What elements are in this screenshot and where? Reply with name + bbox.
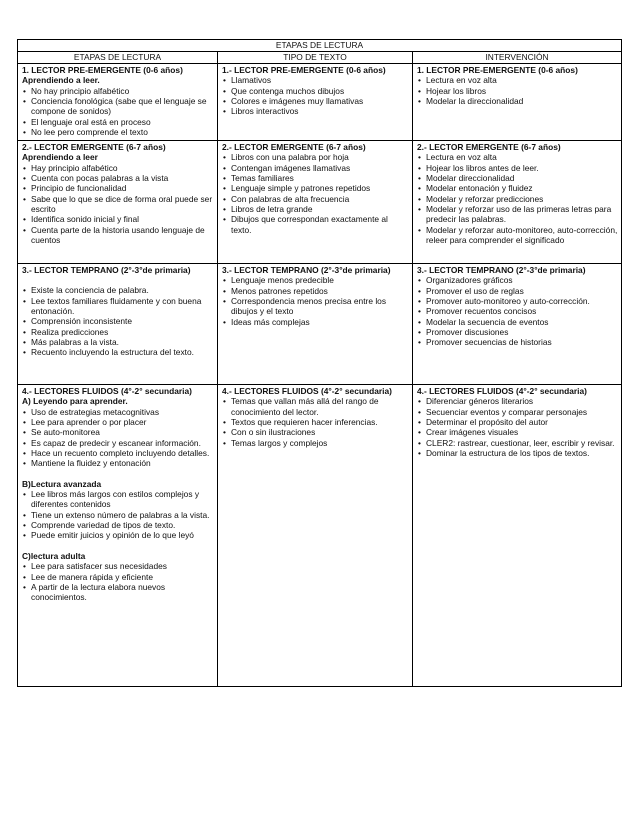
list-item: • Lenguaje menos predecible [222, 275, 410, 285]
list-item: • Modelar direccionalidad [417, 173, 619, 183]
list-item: • Es capaz de predecir y escanear información. [22, 438, 215, 448]
list-item: • Puede emitir juicios y opinión de lo que leyó [22, 530, 215, 540]
list-item: • CLER2: rastrear, cuestionar, leer, escribir y revisar. [417, 438, 619, 448]
list-item: • Promover discusiones [417, 327, 619, 337]
stage-title: 4.- LECTORES FLUIDOS (4°-2° secundaria) [22, 386, 192, 396]
list-item: • Realiza predicciones [22, 327, 215, 337]
list-item: • Colores e imágenes muy llamativas [222, 96, 410, 106]
stage-list [22, 561, 215, 602]
list-item: • Menos patrones repetidos [222, 286, 410, 296]
stage-title: 2.- LECTOR EMERGENTE (6-7 años) [22, 142, 166, 152]
stage-title: 3.- LECTOR TEMPRANO (2°-3°de primaria) [417, 265, 586, 275]
list-item: • Lenguaje simple y patrones repetidos [222, 183, 410, 193]
list-item: • Lectura en voz alta [417, 152, 619, 162]
list-item: • Comprensión inconsistente [22, 316, 215, 326]
list-item: • Libros con una palabra por hoja [222, 152, 410, 162]
intervencion-list [417, 396, 619, 458]
list-item: • Lee para aprender o por placer [22, 417, 215, 427]
list-item: • Identifica sonido inicial y final [22, 214, 215, 224]
list-item: • Promover auto-monitoreo y auto-corrección. [417, 296, 619, 306]
list-item: • Temas familiares [222, 173, 410, 183]
tipo-list [222, 152, 410, 235]
list-item: • Promover el uso de reglas [417, 286, 619, 296]
etapa-cell [18, 141, 218, 264]
stage-subtitle: Aprendiendo a leer. [22, 75, 100, 86]
list-item: • Ideas más complejas [222, 317, 410, 327]
list-item: • Cuenta parte de la historia usando lenguaje de cuentos [22, 225, 215, 246]
list-item: • Principio de funcionalidad [22, 183, 215, 193]
list-item: • Hojear los libros [417, 86, 619, 96]
intervencion-list [417, 152, 619, 245]
list-item: • Lee textos familiares fluidamente y con buena entonación. [22, 296, 215, 317]
list-item: • Que contenga muchos dibujos [222, 86, 410, 96]
list-item: • Dominar la estructura de los tipos de textos. [417, 448, 619, 458]
list-item: • A partir de la lectura elabora nuevos conocimientos. [22, 582, 215, 603]
list-item: • Dibujos que correspondan exactamente al texto. [222, 214, 410, 235]
list-item: • Secuenciar eventos y comparar personajes [417, 407, 619, 417]
tipo-list [222, 275, 410, 327]
list-item: • No hay principio alfabético [22, 86, 215, 96]
header-intervencion: INTERVENCIÓN [413, 52, 622, 64]
tipo-list [222, 75, 410, 116]
header-etapas: ETAPAS DE LECTURA [18, 52, 218, 64]
stage-list [22, 86, 215, 138]
stage-title: 2.- LECTOR EMERGENTE (6-7 años) [417, 142, 561, 152]
stage-title: 3.- LECTOR TEMPRANO (2°-3°de primaria) [222, 265, 391, 275]
etapa-cell [18, 264, 218, 385]
list-item: • Llamativos [222, 75, 410, 85]
list-item: • Determinar el propósito del autor [417, 417, 619, 427]
list-item: • Organizadores gráficos [417, 275, 619, 285]
list-item: • Promover secuencias de historias [417, 337, 619, 347]
list-item: • Tiene un extenso número de palabras a la vista. [22, 510, 215, 520]
list-item: • Mantiene la fluidez y entonación [22, 458, 215, 468]
list-item: • Existe la conciencia de palabra. [22, 285, 215, 295]
list-item: • Correspondencia menos precisa entre los dibujos y el texto [222, 296, 410, 317]
table-row [18, 141, 622, 264]
list-item: • Cuenta con pocas palabras a la vista [22, 173, 215, 183]
list-item: • Modelar la direccionalidad [417, 96, 619, 106]
list-item: • Conciencia fonológica (sabe que el lenguaje se compone de sonidos) [22, 96, 215, 117]
intervencion-cell [413, 141, 622, 264]
reading-stages-table [17, 39, 622, 687]
intervencion-cell [413, 264, 622, 385]
list-item: • Hace un recuento completo incluyendo detalles. [22, 448, 215, 458]
list-item: • No lee pero comprende el texto [22, 127, 215, 137]
tipo-cell [218, 264, 413, 385]
etapa-cell [18, 64, 218, 141]
list-item: • Comprende variedad de tipos de texto. [22, 520, 215, 530]
list-item: • Lectura en voz alta [417, 75, 619, 85]
stage-list [22, 285, 215, 357]
stage-title: 1. LECTOR PRE-EMERGENTE (0-6 años) [417, 65, 578, 75]
list-item: • Recuento incluyendo la estructura del texto. [22, 347, 215, 357]
stage-list [22, 489, 215, 541]
group-label: A) Leyendo para aprender. [22, 396, 128, 407]
intervencion-cell [413, 385, 622, 687]
stage-subtitle: Aprendiendo a leer [22, 152, 98, 163]
list-item: • El lenguaje oral está en proceso [22, 117, 215, 127]
list-item: • Libros de letra grande [222, 204, 410, 214]
group-label: B)Lectura avanzada [22, 478, 102, 489]
list-item: • Temas largos y complejos [222, 438, 410, 448]
list-item: • Contengan imágenes llamativas [222, 163, 410, 173]
list-item: • Modelar y reforzar predicciones [417, 194, 619, 204]
list-item: • Temas que vallan más allá del rango de conocimiento del lector. [222, 396, 410, 417]
stage-title: 1. LECTOR PRE-EMERGENTE (0-6 años) [22, 65, 183, 75]
group-label: C)lectura adulta [22, 550, 86, 561]
table-row [18, 385, 622, 687]
stage-title: 4.- LECTORES FLUIDOS (4°-2° secundaria) [417, 386, 587, 396]
list-item: • Lee para satisfacer sus necesidades [22, 561, 215, 571]
list-item: • Modelar y reforzar auto-monitoreo, auto-corrección, releer para comprender el significado [417, 225, 619, 246]
list-item: • Modelar y reforzar uso de las primeras letras para predecir las palabras. [417, 204, 619, 225]
list-item: • Más palabras a la vista. [22, 337, 215, 347]
stage-list [22, 163, 215, 246]
list-item: • Se auto-monitorea [22, 427, 215, 437]
tipo-cell [218, 385, 413, 687]
list-item: • Uso de estrategias metacognitivas [22, 407, 215, 417]
list-item: • Libros interactivos [222, 106, 410, 116]
list-item: • Promover recuentos concisos [417, 306, 619, 316]
intervencion-list [417, 75, 619, 106]
list-item: • Hojear los libros antes de leer. [417, 163, 619, 173]
list-item: • Diferenciar géneros literarios [417, 396, 619, 406]
intervencion-cell [413, 64, 622, 141]
intervencion-list [417, 275, 619, 347]
tipo-cell [218, 141, 413, 264]
stage-title: 4.- LECTORES FLUIDOS (4°-2° secundaria) [222, 386, 392, 396]
etapa-cell [18, 385, 218, 687]
tipo-list [222, 396, 410, 448]
list-item: • Con o sin ilustraciones [222, 427, 410, 437]
list-item: • Modelar la secuencia de eventos [417, 317, 619, 327]
list-item: • Crear imágenes visuales [417, 427, 619, 437]
table-row [18, 64, 622, 141]
list-item: • Con palabras de alta frecuencia [222, 194, 410, 204]
stage-title: 1.- LECTOR PRE-EMERGENTE (0-6 años) [222, 65, 386, 75]
list-item: • Lee libros más largos con estilos complejos y diferentes contenidos [22, 489, 215, 510]
list-item: • Sabe que lo que se dice de forma oral puede ser escrito [22, 194, 215, 215]
list-item: • Lee de manera rápida y eficiente [22, 572, 215, 582]
stage-title: 3.- LECTOR TEMPRANO (2°-3°de primaria) [22, 265, 191, 275]
stage-list [22, 407, 215, 469]
header-tipo-texto: TIPO DE TEXTO [218, 52, 413, 64]
stage-title: 2.- LECTOR EMERGENTE (6-7 años) [222, 142, 366, 152]
tipo-cell [218, 64, 413, 141]
list-item: • Modelar entonación y fluidez [417, 183, 619, 193]
list-item: • Hay principio alfabético [22, 163, 215, 173]
list-item: • Textos que requieren hacer inferencias. [222, 417, 410, 427]
table-row [18, 264, 622, 385]
table-title: ETAPAS DE LECTURA [18, 40, 622, 52]
